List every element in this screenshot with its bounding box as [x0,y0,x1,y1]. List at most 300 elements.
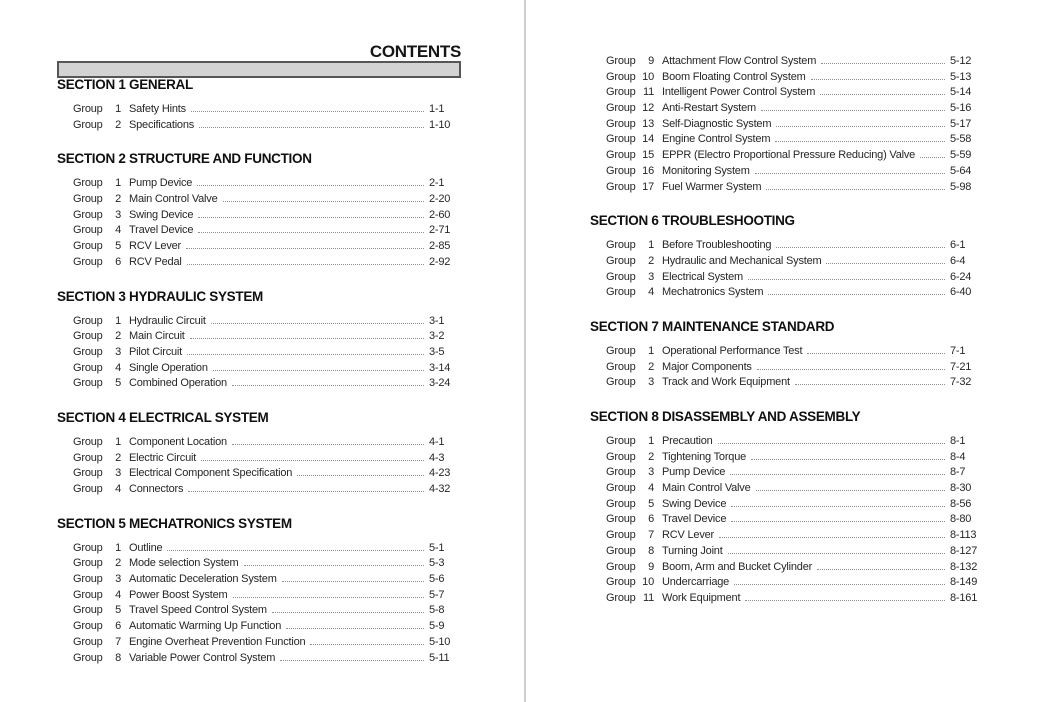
entry-number: 4 [648,482,654,495]
dot-leader [211,323,424,324]
entry-number: 4 [115,483,121,495]
entry-number: 4 [115,224,121,237]
toc-section [590,320,982,392]
dot-leader [190,338,424,339]
entry-title: Travel Device [662,513,727,526]
toc-entry [590,271,982,287]
dot-leader [310,644,424,645]
toc-entry [57,193,461,209]
dot-leader [748,279,945,280]
entry-prefix: Group [606,55,636,67]
section-heading: SECTION 6 TROUBLESHOOTING [590,213,795,229]
dot-leader [776,247,945,248]
entry-prefix: Group [73,118,103,131]
dot-leader [730,474,945,475]
entry-prefix: Group [606,544,636,557]
toc-entry [590,592,982,608]
toc-entry [590,482,982,498]
entry-prefix: Group [606,591,636,604]
entry-number: 3 [115,573,121,586]
entry-number: 1 [648,344,654,357]
dot-leader [807,353,945,354]
entry-prefix: Group [606,286,636,299]
entry-prefix: Group [606,180,636,193]
entry-prefix: Group [73,345,103,358]
dot-leader [198,232,424,233]
toc-entry [590,149,982,165]
toc-entry [590,498,982,514]
entry-title: Major Components [662,360,752,373]
section-entries [57,436,461,499]
entry-prefix: Group [73,240,103,253]
entry-page: 3-2 [429,330,445,343]
entry-title: Boom Floating Control System [662,70,806,83]
toc-entry [590,255,982,271]
toc-entry [590,133,982,149]
entry-prefix: Group [606,482,636,495]
section-entries [590,345,982,392]
entry-number: 1 [115,435,121,448]
entry-title: Pump Device [129,177,193,190]
toc-entry [57,620,461,636]
entry-page: 6-4 [950,254,966,267]
entry-page: 8-7 [950,466,966,479]
dot-leader [757,369,945,370]
entry-page: 3-1 [429,314,445,327]
toc-entry [57,652,461,668]
toc-section [57,517,461,668]
entry-prefix: Group [73,361,103,374]
entry-prefix: Group [73,377,103,390]
section-heading: SECTION 1 GENERAL [57,77,193,92]
entry-page: 8-56 [950,497,972,510]
section-heading: SECTION 7 MAINTENANCE STANDARD [590,318,835,334]
entry-title: RCV Lever [129,240,181,253]
entry-title: Safety Hints [129,103,186,115]
entry-title: Anti-Restart System [662,102,757,115]
entry-page: 5-7 [429,588,445,601]
toc-entry [590,561,982,577]
section-entries [57,542,461,668]
toc-column-right [590,55,982,608]
entry-prefix: Group [73,314,103,327]
entry-title: EPPR (Electro Proportional Pressure Reducing) Valve [662,149,916,162]
toc-entry [57,573,461,589]
toc-section [590,214,982,302]
section-heading: SECTION 3 HYDRAULIC SYSTEM [57,288,263,304]
entry-page: 8-4 [950,450,966,463]
entry-page: 8-127 [950,544,978,557]
entry-page: 5-11 [429,651,450,664]
entry-title: Travel Device [129,224,194,237]
entry-page: 2-20 [429,193,451,206]
entry-title: Operational Performance Test [662,344,803,357]
entry-number: 10 [642,576,654,589]
entry-page: 8-113 [950,529,977,542]
entry-number: 10 [642,70,654,83]
entry-prefix: Group [73,604,103,617]
dot-leader [232,444,424,445]
entry-title: Variable Power Control System [129,651,276,664]
dot-leader [213,370,424,371]
toc-entry [590,361,982,377]
dot-leader [244,565,424,566]
toc-section [57,411,461,499]
entry-title: Pump Device [662,466,726,479]
entry-number: 3 [648,376,654,389]
entry-number: 8 [648,544,654,557]
entry-title: RCV Pedal [129,255,182,268]
entry-prefix: Group [606,513,636,526]
dot-leader [232,385,424,386]
entry-number: 17 [642,180,654,193]
toc-entry [590,102,982,118]
entry-prefix: Group [606,529,636,542]
section-heading: SECTION 2 STRUCTURE AND FUNCTION [57,151,312,167]
entry-prefix: Group [73,635,103,648]
entry-prefix: Group [606,102,636,115]
toc-entry [57,436,461,452]
entry-title: Engine Overheat Prevention Function [129,635,306,648]
entry-title: Monitoring System [662,164,750,177]
entry-number: 7 [648,529,654,542]
entry-title: Engine Control System [662,133,771,146]
entry-number: 4 [115,361,121,374]
toc-entry [57,604,461,620]
dot-leader [734,584,945,585]
toc-section [57,78,461,134]
entry-page: 2-1 [429,177,445,190]
entry-page: 6-40 [950,286,972,299]
dot-leader [197,185,424,186]
entry-number: 3 [115,345,121,358]
dot-leader [821,63,945,64]
entry-number: 2 [115,557,121,570]
entry-number: 1 [648,435,654,447]
entry-prefix: Group [606,117,636,130]
dot-leader [297,475,424,476]
entry-title: Mode selection System [129,557,239,570]
entry-prefix: Group [606,86,636,99]
toc-entry [590,451,982,467]
toc-entry [590,545,982,561]
toc-entry [590,345,982,361]
entry-number: 2 [648,254,654,267]
dot-leader [761,110,945,111]
entry-page: 4-23 [429,467,451,480]
dot-leader [199,127,424,128]
entry-title: Automatic Deceleration System [129,573,277,586]
entry-title: Turning Joint [662,544,723,557]
entry-prefix: Group [73,255,103,268]
entry-title: Track and Work Equipment [662,376,790,389]
entry-number: 9 [648,560,654,573]
entry-title: Travel Speed Control System [129,604,267,617]
entry-prefix: Group [606,270,636,283]
dot-leader [811,79,945,80]
section-entries [57,177,461,271]
entry-prefix: Group [606,466,636,479]
entry-title: Electric Circuit [129,451,197,464]
entry-number: 8 [115,651,121,664]
toc-entry [590,55,982,71]
entry-prefix: Group [606,164,636,177]
dot-leader [920,157,945,158]
toc-entry [590,286,982,302]
entry-prefix: Group [73,193,103,206]
entry-number: 2 [115,193,121,206]
dot-leader [768,294,945,295]
entry-prefix: Group [73,557,103,570]
entry-number: 1 [115,541,121,554]
toc-entry [57,467,461,483]
entry-title: Before Troubleshooting [662,239,772,252]
entry-title: Boom, Arm and Bucket Cylinder [662,560,813,573]
page-title: CONTENTS [369,42,461,61]
entry-page: 2-71 [429,224,451,237]
entry-page: 5-14 [950,86,972,99]
toc-entry [590,513,982,529]
toc-entry [57,589,461,605]
entry-number: 2 [115,451,121,464]
entry-page: 5-10 [429,635,451,648]
section-entries [590,435,982,608]
dot-leader [817,569,945,570]
entry-prefix: Group [73,103,103,115]
toc-entry [590,71,982,87]
section-heading: SECTION 8 DISASSEMBLY AND ASSEMBLY [590,409,861,424]
entry-number: 6 [115,255,121,268]
entry-title: Undercarriage [662,576,730,589]
toc-section [590,55,982,196]
entry-page: 5-16 [950,102,972,115]
toc-entry [57,209,461,225]
entry-prefix: Group [606,239,636,252]
entry-number: 11 [642,86,654,99]
entry-prefix: Group [606,435,636,447]
section-heading: SECTION 4 ELECTRICAL SYSTEM [57,409,269,425]
entry-title: Power Boost System [129,588,228,601]
dot-leader [775,141,945,142]
entry-number: 4 [115,588,121,601]
entry-page: 1-10 [429,118,451,131]
entry-page: 5-59 [950,149,972,162]
dot-leader [731,521,945,522]
dot-leader [280,660,424,661]
entry-title: Main Control Valve [129,193,218,206]
entry-number: 1 [115,103,121,115]
toc-section [57,152,461,271]
entry-page: 7-32 [950,376,972,389]
entry-page: 5-17 [950,117,972,130]
entry-number: 6 [115,620,121,633]
dot-leader [756,490,945,491]
entry-prefix: Group [73,620,103,633]
entry-number: 5 [115,377,121,390]
entry-title: Electrical System [662,270,743,283]
toc-entry [57,362,461,378]
dot-leader [187,354,424,355]
entry-page: 2-92 [429,255,451,268]
toc-entry [57,315,461,331]
entry-title: Hydraulic Circuit [129,314,206,327]
entry-page: 8-1 [950,435,966,447]
entry-page: 6-24 [950,270,972,283]
entry-prefix: Group [73,541,103,554]
entry-page: 4-32 [429,483,451,495]
entry-number: 4 [648,286,654,299]
entry-page: 5-13 [950,70,972,83]
dot-leader [776,126,945,127]
dot-leader [167,550,424,551]
entry-prefix: Group [73,588,103,601]
entry-page: 8-30 [950,482,972,495]
entry-prefix: Group [73,573,103,586]
entry-number: 2 [115,330,121,343]
entry-number: 1 [115,177,121,190]
toc-entry [590,239,982,255]
toc-entry [57,452,461,468]
entry-prefix: Group [606,254,636,267]
entry-prefix: Group [73,224,103,237]
dot-leader [186,248,424,249]
toc-entry [57,377,461,393]
entry-title: Connectors [129,483,184,495]
entry-prefix: Group [606,576,636,589]
entry-prefix: Group [73,483,103,495]
entry-page: 5-12 [950,55,972,67]
dot-leader [188,491,424,492]
entry-page: 8-80 [950,513,972,526]
entry-page: 8-132 [950,560,978,573]
toc-entry [57,330,461,346]
entry-prefix: Group [606,344,636,357]
entry-title: Precaution [662,435,713,447]
dot-leader [826,263,945,264]
section-entries [590,55,982,196]
entry-title: Single Operation [129,361,208,374]
entry-page: 3-14 [429,361,451,374]
entry-page: 5-6 [429,573,445,586]
dot-leader [755,173,945,174]
entry-page: 5-8 [429,604,445,617]
toc-entry [57,542,461,558]
entry-number: 3 [115,208,121,221]
entry-title: Mechatronics System [662,286,764,299]
entry-number: 6 [648,513,654,526]
section-entries [57,315,461,393]
entry-page: 4-1 [429,435,445,448]
entry-prefix: Group [606,560,636,573]
entry-page: 3-5 [429,345,445,358]
entry-page: 5-58 [950,133,972,146]
entry-title: Self-Diagnostic System [662,117,772,130]
entry-prefix: Group [73,208,103,221]
dot-leader [286,628,424,629]
entry-title: Component Location [129,435,227,448]
entry-title: Combined Operation [129,377,227,390]
entry-title: Hydraulic and Mechanical System [662,254,822,267]
entry-page: 5-9 [429,620,445,633]
entry-prefix: Group [73,467,103,480]
entry-page: 2-60 [429,208,451,221]
entry-prefix: Group [606,360,636,373]
dot-leader [766,189,945,190]
entry-number: 5 [648,497,654,510]
entry-title: Electrical Component Specification [129,467,293,480]
entry-title: Automatic Warming Up Function [129,620,282,633]
toc-entry [590,376,982,392]
toc-entry [57,346,461,362]
entry-prefix: Group [606,70,636,83]
entry-page: 7-1 [950,344,966,357]
entry-title: Swing Device [129,208,194,221]
dot-leader [820,94,945,95]
entry-title: Attachment Flow Control System [662,55,817,67]
section-entries [57,103,461,134]
toc-entry [57,103,461,119]
dot-leader [187,264,424,265]
toc-entry [57,119,461,135]
toc-entry [590,165,982,181]
dot-leader [719,537,945,538]
toc-entry [57,224,461,240]
entry-page: 1-1 [429,103,445,115]
entry-title: Main Circuit [129,330,185,343]
entry-page: 5-64 [950,164,972,177]
dot-leader [223,201,424,202]
entry-prefix: Group [73,330,103,343]
entry-number: 11 [642,591,654,604]
entry-prefix: Group [606,376,636,389]
entry-title: Fuel Warmer System [662,180,762,193]
entry-title: Intelligent Power Control System [662,86,816,99]
entry-number: 1 [115,314,121,327]
toc-entry [57,256,461,272]
entry-prefix: Group [606,133,636,146]
entry-number: 5 [115,604,121,617]
toc-section [57,290,461,393]
toc-entry [590,576,982,592]
dot-leader [751,459,945,460]
toc-entry [57,636,461,652]
dot-leader [233,597,425,598]
entry-prefix: Group [606,497,636,510]
entry-page: 8-149 [950,576,978,589]
entry-page: 6-1 [950,239,966,252]
toc-header [57,44,461,78]
entry-page: 5-1 [429,541,445,554]
entry-number: 14 [642,133,654,146]
entry-page: 7-21 [950,360,972,373]
dot-leader [745,600,945,601]
entry-title: Swing Device [662,497,727,510]
entry-number: 3 [648,270,654,283]
section-entries [590,239,982,302]
toc-entry [590,529,982,545]
entry-title: Outline [129,541,163,554]
dot-leader [718,443,945,444]
dot-leader [728,553,945,554]
title-bar [57,61,461,78]
entry-prefix: Group [73,177,103,190]
entry-page: 4-3 [429,451,445,464]
left-page [0,0,524,702]
toc-section [590,410,982,608]
entry-number: 7 [115,635,121,648]
entry-number: 2 [115,118,121,131]
section-heading: SECTION 5 MECHATRONICS SYSTEM [57,515,292,531]
